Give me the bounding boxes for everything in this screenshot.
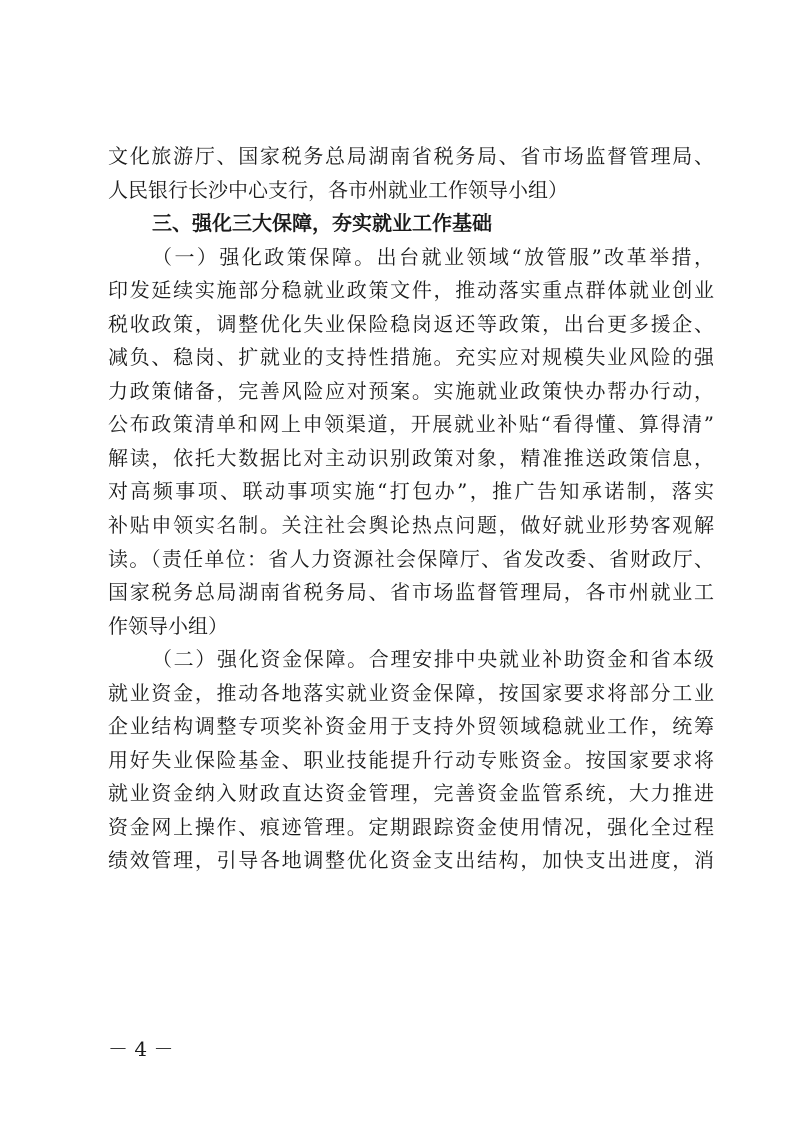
text-line: 对高频事项、联动事项实施“打包办”，推广告知承诺制，落实	[108, 479, 714, 504]
text-line: 文化旅游厅、国家税务总局湖南省税务局、省市场监督管理局、	[108, 144, 714, 168]
text-line: 解读，依托大数据比对主动识别政策对象，精准推送政策信息，	[108, 445, 714, 470]
section-heading: 三、强化三大保障，夯实就业工作基础	[152, 211, 492, 236]
text-line: 就业资金纳入财政直达资金管理，完善资金监管系统，大力推进	[108, 781, 714, 806]
text-line: 绩效管理，引导各地调整优化资金支出结构，加快支出进度，消	[108, 848, 714, 873]
text-line: 力政策储备，完善风险应对预案。实施就业政策快办帮办行动，	[108, 378, 714, 403]
text-line: 用好失业保险基金、职业技能提升行动专账资金。按国家要求将	[108, 747, 714, 772]
text-line: 读。（责任单位：省人力资源社会保障厅、省发改委、省财政厅、	[108, 546, 714, 571]
text-line: 就业资金，推动各地落实就业资金保障，按国家要求将部分工业	[108, 680, 714, 705]
text-line: 资金网上操作、痕迹管理。定期跟踪资金使用情况，强化全过程	[108, 814, 714, 839]
page-number: － 4 －	[108, 1037, 174, 1061]
paragraph-first-line: （一）强化政策保障。出台就业领域“放管服”改革举措，	[152, 244, 714, 269]
body-text	[108, 140, 714, 878]
text-line: 税收政策，调整优化失业保险稳岗返还等政策，出台更多援企、	[108, 311, 714, 336]
text-line: 减负、稳岗、扩就业的支持性措施。充实应对规模失业风险的强	[108, 345, 714, 370]
text-line: 国家税务总局湖南省税务局、省市场监督管理局，各市州就业工	[108, 580, 714, 605]
text-line: 作领导小组）	[108, 613, 228, 638]
text-line: 印发延续实施部分稳就业政策文件，推动落实重点群体就业创业	[108, 278, 714, 303]
paragraph-first-line: （二）强化资金保障。合理安排中央就业补助资金和省本级	[152, 647, 714, 672]
text-line: 公布政策清单和网上申领渠道，开展就业补贴“看得懂、算得清”	[108, 412, 714, 437]
text-line: 企业结构调整专项奖补资金用于支持外贸领域稳就业工作，统筹	[108, 714, 714, 739]
text-line: 补贴申领实名制。关注社会舆论热点问题，做好就业形势客观解	[108, 513, 714, 538]
text-line: 人民银行长沙中心支行，各市州就业工作领导小组）	[108, 177, 568, 202]
